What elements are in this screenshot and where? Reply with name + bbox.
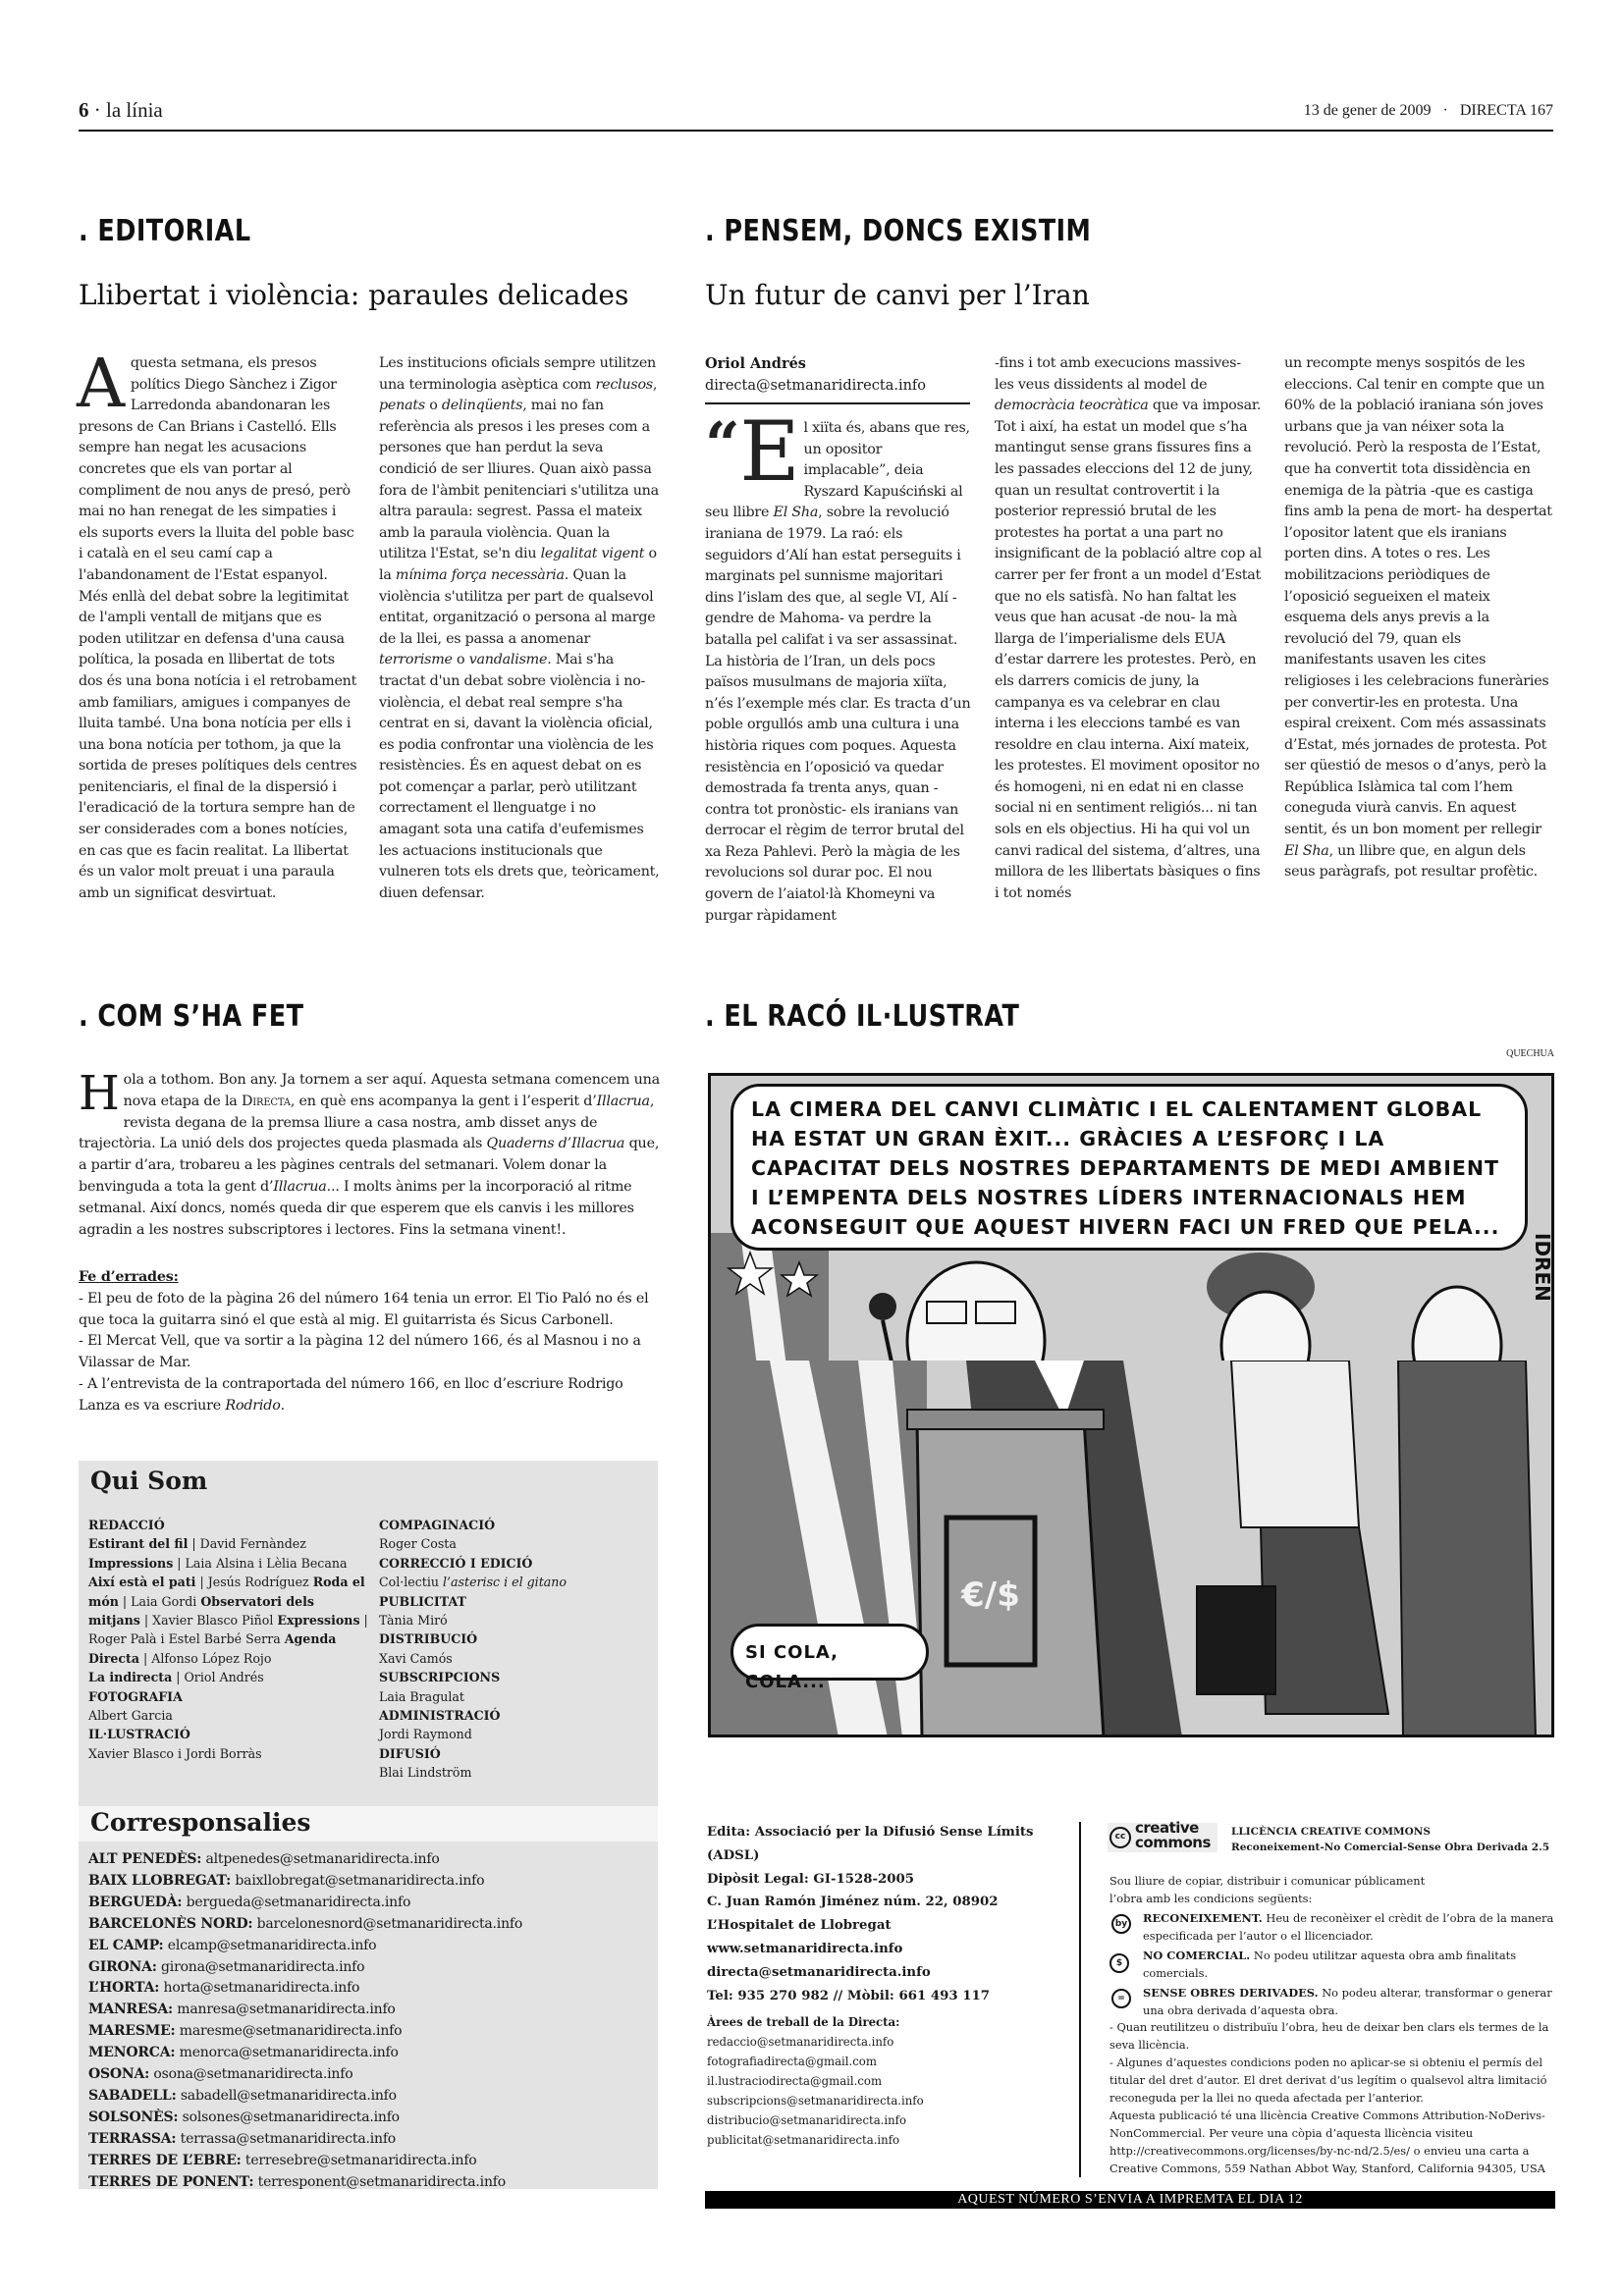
person: | Roger Palà i Estel Barbé Serra xyxy=(88,1613,368,1647)
email-link[interactable]: osona@setmanaridirecta.info xyxy=(153,2066,353,2083)
contact-email[interactable]: directa@setmanaridirecta.info xyxy=(707,1964,931,1980)
corresponsal-item xyxy=(88,2064,658,2086)
role: ADMINISTRACIÓ xyxy=(379,1708,501,1724)
role: REDACCIÓ xyxy=(88,1518,165,1532)
role: COMPAGINACIÓ xyxy=(379,1518,496,1532)
quisom-entry xyxy=(379,1668,654,1686)
editorial-headline: Llibertat i violència: paraules delicades xyxy=(79,279,629,311)
condition-text: No podeu alterar, transformar o generar una obra derivada d’aquesta obra. xyxy=(1143,1985,1552,2017)
quisom-entry xyxy=(379,1534,654,1553)
role: CORRECCIÓ I EDICIÓ xyxy=(379,1555,533,1571)
person: Albert Garcia xyxy=(88,1708,173,1724)
editorial-column-1 xyxy=(77,346,359,904)
work-areas xyxy=(707,2012,1080,2150)
corresponsal-item xyxy=(88,2172,658,2194)
person: Tània Miró xyxy=(379,1613,448,1629)
text: ... I molts ànims per la incorporació al ritme setmanal. Així doncs, només queda dir que esperem que els canvis i les millores agradin a les nostres subscriptores i lectores. Fins la setmana vinent!. xyxy=(79,1178,634,1238)
license-condition xyxy=(1109,1948,1571,1983)
quisom-entry xyxy=(379,1744,654,1763)
quisom-entry xyxy=(379,1516,654,1534)
person: | Laia Alsina i Lèlia Becana xyxy=(173,1555,348,1571)
pensem-column-2 xyxy=(995,353,1264,904)
quisom-entry xyxy=(88,1516,368,1534)
errata-item: - El peu de foto de la pàgina 26 del número 164 tenia un error. El Tio Paló no és el que toca la guitarra sinó el que està al mig. El guitarrista és Sicus Carbonell. xyxy=(79,1290,649,1328)
email-link[interactable]: barcelonesnord@setmanaridirecta.info xyxy=(256,1915,523,1932)
comshafet-section-title: . COM S’HA FET xyxy=(79,999,304,1034)
quisom-entry xyxy=(88,1706,368,1725)
editorial-text-1: questa setmana, els presos polítics Diego Sànchez i Zigor Larredonda abandonaran les presons de Can Brians i Castelló. Ells sempre han negat les acusacions concretes que els van portar al compliment de nou anys de presó, però mai no han renegat de les simpaties i els suports evers la lluita del poble basc i català en el seu camí cap a l'abandonament de l'Estat espanyol. Més enllà del debat sobre la legitimitat de l'ampli ventall de mitjans que es poden utilitzar en defensa d'una causa política, la posada en llibertat de tots dos és una bona notícia i el retrobament amb familiars, amigues i companyes de lluita també. Una bona notícia per ells i una bona notícia per tothom, ja que la sortida de preses polítiques dels centres penitenciaris, el final de la dispersió i l'eradicació de la tortura sempre han de ser considerades com a bones notícies, en cas que es facin realitat. La llibertat és un valor molt preuat i una paraula amb un significat desvirtuat. xyxy=(79,355,357,901)
quisom-entry xyxy=(379,1592,654,1611)
noderivatives-icon: = xyxy=(1111,1989,1131,2008)
issue-info xyxy=(1304,102,1553,120)
email-link[interactable]: horta@setmanaridirecta.info xyxy=(163,1980,360,1997)
corresponsal-item xyxy=(88,1871,658,1893)
role: DISTRIBUCIÓ xyxy=(379,1631,478,1647)
email-link[interactable]: altpenedes@setmanaridirecta.info xyxy=(205,1851,440,1867)
region: L’HORTA: xyxy=(88,1980,160,1997)
cc-icon: cc xyxy=(1109,1827,1131,1848)
person: | Jesús Rodríguez xyxy=(195,1575,313,1590)
person: Blai Lindström xyxy=(379,1765,472,1781)
text: , revista degana de la premsa lliure a casa nostra, amb disset anys de trajectòria. La unió dels dos projectes queda plasmada als xyxy=(79,1093,655,1152)
corresponsal-item xyxy=(88,2086,658,2108)
artist-signature: IDREN xyxy=(1531,1233,1554,1302)
person: Laia Bragulat xyxy=(379,1688,464,1704)
role: Roda el món xyxy=(88,1575,365,1609)
text: . xyxy=(280,1397,286,1414)
cc-logo-text xyxy=(1135,1821,1211,1850)
quisom-entry xyxy=(88,1668,368,1686)
legal-deposit: Dipòsit Legal: GI-1528-2005 xyxy=(707,1871,914,1887)
role: Estirant del fil xyxy=(88,1536,189,1552)
address-line-2: L’Hospitalet de Llobregat xyxy=(707,1918,892,1934)
raco-section-title: . EL RACÓ IL·LUSTRAT xyxy=(705,999,1020,1034)
misspelled-name: Rodrido xyxy=(225,1397,281,1414)
license-intro: Sou lliure de copiar, distribuir i comunicar públicament l’obra amb les condicions següents: xyxy=(1109,1874,1426,1905)
quisom-entry xyxy=(379,1629,654,1648)
pensem-dropcap xyxy=(705,403,800,500)
italic-term: legalitat vigent xyxy=(540,546,645,562)
condition-name: RECONEIXEMENT. xyxy=(1143,1911,1263,1925)
license-title-block xyxy=(1231,1824,1565,1855)
cartoon-panel-lower xyxy=(708,1361,1554,1737)
email-link[interactable]: manresa@setmanaridirecta.info xyxy=(177,2002,396,2018)
license-note: Aquesta publicació té una llicència Creative Commons Attribution-NoDerivs- NonCommercial. Per veure una còpia d’aquesta llicència visiteu http://creativecommons.org/licenses/by-nc-nd/2.5/es/ o envieu una carta a Creative Commons, 559 Nathan Abbot Way, Stanford, California 94305, USA xyxy=(1109,2108,1545,2175)
email-link[interactable]: terrassa@setmanaridirecta.info xyxy=(180,2130,397,2147)
text: . Mai s'ha tractat d'un debat sobre violència i no-violència, el debat real sempre s'ha centrat en si, davant la violència oficial, es podia confrontar una violència de les resistències. És en aquest debat on es pot començar a parlar, però utilitzant correctament el llenguatge i no amagant sota una catifa d'eufemismes les actuacions institucionals que vulneren tots els drets que, teòricament, diuen defensar. xyxy=(379,652,660,901)
license-note: - Algunes d’aquestes condicions poden no aplicar-se si obteniu el permís del titular del dret d’autor. El dret derivat d’us legítim o qualsevol altra limitació reconeguda per la llei no queda afectada per l’anterior. xyxy=(1109,2056,1547,2106)
text: o xyxy=(424,398,442,414)
condition-name: NO COMERCIAL. xyxy=(1143,1948,1251,1962)
license-condition xyxy=(1109,1985,1571,2020)
editorial-section-title: . EDITORIAL xyxy=(79,214,251,248)
role: PUBLICITAT xyxy=(379,1593,466,1609)
pensem-headline: Un futur de canvi per l’Iran xyxy=(705,279,1090,311)
address-line-1: C. Juan Ramón Jiménez núm. 22, 08902 xyxy=(707,1895,999,1910)
editorial-dropcap: A xyxy=(77,346,125,423)
text: - A l’entrevista de la contraportada del número 166, en lloc d’escriure Rodrigo Lanza es va escriure xyxy=(79,1375,623,1414)
role: SUBSCRIPCIONS xyxy=(379,1670,501,1685)
italic-term: delinqüents xyxy=(441,398,523,414)
email-link[interactable]: baixllobregat@setmanaridirecta.info xyxy=(235,1872,485,1889)
errata-block xyxy=(79,1267,660,1417)
text: o xyxy=(452,652,469,668)
region: MARESME: xyxy=(88,2023,176,2040)
corresponsal-item xyxy=(88,2108,658,2129)
comshafet-dropcap: H xyxy=(79,1066,120,1121)
license-title: LLICÈNCIA CREATIVE COMMONS xyxy=(1231,1826,1431,1838)
corresponsal-item xyxy=(88,1957,658,1979)
quisom-entry xyxy=(379,1554,654,1573)
email-link[interactable]: menorca@setmanaridirecta.info xyxy=(179,2045,399,2061)
text: . Quan la violència s'utilitza per part de qualsevol entitat, organització o persona al marge de la llei, es passa a anomenar xyxy=(379,566,656,647)
corresponsal-item xyxy=(88,1936,658,1957)
author-name: Oriol Andrés xyxy=(705,355,806,372)
errata-item: - El Mercat Vell, que va sortir a la pàgina 12 del número 166, és al Masnou i no a Vilassar de Mar. xyxy=(79,1333,641,1371)
section-name: la línia xyxy=(106,98,163,122)
person: Col·lectiu xyxy=(379,1575,443,1590)
quisom-entry xyxy=(88,1744,368,1763)
area-email[interactable]: redaccio@setmanaridirecta.info xyxy=(707,2035,894,2049)
cc-logo-top: creative xyxy=(1135,1819,1199,1837)
italic-term: penats xyxy=(379,398,425,414)
cc-logo-bottom: commons xyxy=(1135,1834,1211,1851)
region: GIRONA: xyxy=(88,1958,157,1975)
pensem-column-3 xyxy=(1284,353,1553,883)
publication-name: Directa xyxy=(241,1093,291,1109)
quisom-box xyxy=(79,1461,658,1806)
area-email[interactable]: il.lustraciodirecta@gmail.com xyxy=(707,2074,883,2088)
person: Roger Costa xyxy=(379,1536,457,1552)
condition-name: SENSE OBRES DERIVADES. xyxy=(1143,1985,1319,2000)
italic-term: terrorisme xyxy=(379,652,453,668)
area-email[interactable]: fotografiadirecta@gmail.com xyxy=(707,2055,877,2068)
email-link[interactable]: sabadell@setmanaridirecta.info xyxy=(180,2087,397,2104)
phone-line: Tel: 935 270 982 // Mòbil: 661 493 117 xyxy=(707,1988,990,2003)
publisher-line: Edita: Associació per la Difusió Sense Límits (ADSL) xyxy=(707,1825,1034,1863)
publication-name: Quaderns d’Illacrua xyxy=(486,1136,625,1152)
license-subtitle: Reconeixement-No Comercial-Sense Obra Derivada 2.5 xyxy=(1231,1842,1550,1853)
corresponsal-item xyxy=(88,1893,658,1914)
quisom-entry xyxy=(379,1573,654,1591)
text: , mai no fan referència als presos i les preses com a persones que han perdut la seva condició de ser lliures. Quan això passa fora de l'àmbit penitenciari s'utilitza una altra paraula: segrest. Passa el mateix amb la paraula violència. Quan la utilitza l'Estat, se'n diu xyxy=(379,398,659,562)
quisom-right-column xyxy=(379,1516,654,1783)
email-link[interactable]: terresponent@setmanaridirecta.info xyxy=(257,2173,506,2190)
region: MANRESA: xyxy=(88,2002,174,2018)
license-condition xyxy=(1109,1910,1571,1946)
license-conditions xyxy=(1109,1910,1571,2178)
italic-term: mínima força necessària xyxy=(395,566,565,583)
comshafet-text xyxy=(79,1066,660,1241)
role: Observatori dels mitjans xyxy=(88,1593,315,1629)
corresponsal-item xyxy=(88,1914,658,1936)
role: Agenda Directa xyxy=(88,1631,337,1666)
corresponsal-item xyxy=(88,2043,658,2064)
corresponsal-item xyxy=(88,2000,658,2021)
corresponsalies-header xyxy=(79,1806,658,1842)
email-link[interactable]: maresme@setmanaridirecta.info xyxy=(179,2023,403,2040)
text: , un llibre que, en algun dels seus paràgrafs, pot resultar profètic. xyxy=(1284,842,1538,881)
work-areas-title: Àrees de treball de la Directa: xyxy=(707,2015,900,2029)
person: Jordi Raymond xyxy=(379,1727,472,1742)
email-link[interactable]: terresebre@setmanaridirecta.info xyxy=(244,2152,477,2168)
publication-name: Illacrua xyxy=(273,1178,327,1195)
text: l xiïta és, abans que res, un opositor implacable”, deia Ryszard Kapuściński al seu llibre xyxy=(705,420,970,521)
corresponsal-item xyxy=(88,2151,658,2172)
quisom-entry xyxy=(379,1649,654,1668)
quisom-entry xyxy=(379,1611,654,1629)
region: EL CAMP: xyxy=(88,1937,164,1953)
dropcap-letter: E xyxy=(739,403,800,500)
folio-separator: · xyxy=(93,98,101,122)
attribution-icon: by xyxy=(1111,1914,1131,1934)
publication-name: Illacrua xyxy=(596,1093,650,1109)
pensem-text-1 xyxy=(705,403,972,927)
text: un recompte menys sospitós de les eleccions. Cal tenir en compte que un 60% de la població iraniana són joves urbans que ja van néixer sota la revolució. Però la resposta de l’Estat, que ha convertit tota dissidència en enemiga de la pàtria -que es castiga fins amb la pena de mort- ha despertat l’opositor latent que els iranians porten dins. A totes o res. Les mobilitzacions periòdiques de l’oposició segueixen el mateix esquema dels anys previs a la revolució del 79, quan els manifestants usaven les cites religioses i les celebracions funeràries per convertir-les en protesta. Una espiral creixent. Com més assassinats d’Estat, més jornades de protesta. Pot ser qüestió de mesos o d’anys, però la República Islàmica tal com l’hem coneguda viurà canvis. En aquest sentit, és un bon moment per rellegir xyxy=(1284,355,1552,838)
text: , sobre la revolució iraniana de 1979. La raó: els seguidors d’Alí han estat perseguits i marginats pel sunnisme majoritari dins l’islam des que, al segle VI, Alí -gendre de Mahoma- va perdre la batalla pel califat i va ser assassinat. La història de l’Iran, un dels pocs països musulmans de majoria xiïta, n’és l’exemple més clar. Es tracta d’un poble orgullós amb una cultura i una història riques com poques. Aquesta resistència en l’oposició va quedar demostrada fa trenta anys, quan -contra tot pronòstic- els iranians van derrocar el règim de terror brutal del xa Reza Pahlevi. Però la màgia de les revolucions sol durar poc. El nou govern de l’aiatol·là Khomeyni va purgar ràpidament xyxy=(705,505,971,924)
book-title: El Sha xyxy=(773,505,819,521)
text: que va imposar. Tot i així, ha estat un model que s’ha mantingut sense grans fissures fins a les passades eleccions del 12 de juny, quan un resultat controvertit i la posterior repressió brutal de les protestes ha portat a una part no insignificant de la població altre cop al carrer per fer front a un model d’Estat que no els satisfà. No han faltat les veus que han acusat -de nou- la mà llarga de l’imperialisme dels EUA d’estar darrere les protestes. Però, en els darrers comicis de juny, la campanya es va celebrar en clau interna i les eleccions també es van resoldre en clau interna. Així mateix, les protestes. El moviment opositor no és homogeni, ni en edat ni en classe social ni en sentiment religiós... ni tan sols en els objectius. Hi ha qui vol un canvi radical del sistema, d’altres, una millora de les llibertats bàsiques o fins i tot només xyxy=(995,398,1262,901)
text: , en què ens acompanya la gent i l’esperit d’ xyxy=(290,1093,597,1109)
role: IL·LUSTRACIÓ xyxy=(88,1727,190,1742)
column-divider xyxy=(1079,1822,1081,2177)
page-number: 6 xyxy=(79,98,89,122)
license-note: - Quan reutilitzeu o distribuïu l’obra, heu de deixar ben clars els termes de la seva llicència. xyxy=(1109,2020,1549,2053)
page-header xyxy=(79,96,1553,132)
person: | Alfonso López Rojo xyxy=(139,1650,272,1666)
text: que, a partir d’ara, trobareu a les pàgines centrals del setmanari. Volem donar la benvinguda a tota la gent d’ xyxy=(79,1136,660,1195)
print-date-bar: AQUEST NÚMERO S’ENVIA A IMPREMTA EL DIA 12 xyxy=(705,2191,1555,2209)
region: ALT PENEDÈS: xyxy=(88,1851,202,1867)
errata-item xyxy=(79,1374,660,1417)
email-link[interactable]: girona@setmanaridirecta.info xyxy=(161,1958,365,1975)
author-byline xyxy=(705,353,970,404)
quisom-left-column xyxy=(88,1516,368,1763)
region: SABADELL: xyxy=(88,2087,177,2104)
role: FOTOGRAFIA xyxy=(88,1688,183,1704)
quisom-title: Qui Som xyxy=(90,1467,208,1495)
quisom-entry xyxy=(379,1706,654,1725)
email-link[interactable]: elcamp@setmanaridirecta.info xyxy=(167,1937,377,1953)
quisom-entry xyxy=(88,1725,368,1743)
podium-sign: €/$ xyxy=(961,1575,1020,1615)
issue-date: 13 de gener de 2009 xyxy=(1303,102,1432,119)
person: | Xavier Blasco Piñol xyxy=(139,1613,278,1629)
italic-term: democràcia teocràtica xyxy=(995,398,1149,414)
page-folio xyxy=(79,98,163,123)
region: TERRASSA: xyxy=(88,2130,177,2147)
cartoon-illustration-lower xyxy=(711,1361,1554,1737)
person: Xavi Camós xyxy=(379,1650,453,1666)
role: La indirecta xyxy=(88,1670,173,1685)
role: DIFUSIÓ xyxy=(379,1745,441,1761)
quisom-entry xyxy=(379,1763,654,1782)
collective-name: l’asterisc i el gitano xyxy=(443,1575,567,1590)
quisom-entry xyxy=(379,1725,654,1743)
text: , xyxy=(652,376,658,393)
book-title: El Sha xyxy=(1284,842,1329,859)
role: Impressions xyxy=(88,1555,174,1571)
area-email[interactable]: subscripcions@setmanaridirecta.info xyxy=(707,2094,924,2108)
corresponsalies-title: Corresponsalies xyxy=(90,1808,311,1837)
corresponsal-item xyxy=(88,2021,658,2043)
website-link[interactable]: www.setmanaridirecta.info xyxy=(707,1941,903,1956)
italic-term: reclusos xyxy=(595,376,653,393)
author-email[interactable]: directa@setmanaridirecta.info xyxy=(705,378,927,394)
quote-mark: “ xyxy=(705,408,740,480)
condition-text: No podeu utilitzar aquesta obra amb finalitats comercials. xyxy=(1143,1948,1517,1980)
region: BAIX LLOBREGAT: xyxy=(88,1872,232,1889)
role: Així està el pati xyxy=(88,1575,196,1590)
region: SOLSONÈS: xyxy=(88,2109,179,2125)
email-link[interactable]: bergueda@setmanaridirecta.info xyxy=(186,1894,411,1910)
region: OSONA: xyxy=(88,2066,150,2083)
italic-term: vandalisme xyxy=(468,652,548,668)
quisom-entry xyxy=(379,1687,654,1706)
speech-bubble-main: LA CIMERA DEL CANVI CLIMÀTIC I EL CALENTAMENT GLOBAL HA ESTAT UN GRAN ÈXIT... GRÀCIES A L’ESFORÇ I LA CAPACITAT DELS NOSTRES DEPARTAMENTS DE MEDI AMBIENT I L’EMPENTA DELS NOSTRES LÍDERS INTERNACIONALS HEM ACONSEGUIT QUE AQUEST HIVERN FACI UN FRED QUE PELA... xyxy=(730,1084,1528,1251)
region: TERRES DE PONENT: xyxy=(88,2173,254,2190)
cartoon-panel xyxy=(708,1073,1554,1363)
region: BERGUEDÀ: xyxy=(88,1894,183,1910)
text: ola a tothom. Bon any. Ja tornem a ser aquí. Aquesta setmana comencem una nova etapa de la xyxy=(123,1072,660,1109)
role: Expressions xyxy=(277,1613,360,1629)
email-link[interactable]: solsones@setmanaridirecta.info xyxy=(182,2109,400,2125)
pensem-section-title: . PENSEM, DONCS EXISTIM xyxy=(705,214,1092,248)
errata-title: Fe d’errades: xyxy=(79,1269,179,1285)
condition-text: Heu de reconèixer el crèdit de l’obra de la manera especificada per l’autor o el llicenciador. xyxy=(1143,1911,1554,1943)
corresponsal-item xyxy=(88,2129,658,2151)
quisom-entry xyxy=(88,1687,368,1706)
person: | Oriol Andrés xyxy=(172,1670,264,1685)
pensem-column-1 xyxy=(705,353,970,927)
text: o la xyxy=(379,546,657,583)
area-email[interactable]: distribucio@setmanaridirecta.info xyxy=(707,2113,907,2127)
issue-dot: · xyxy=(1442,102,1448,119)
speech-bubble-small: SI COLA, COLA... xyxy=(730,1624,929,1681)
corresponsal-item xyxy=(88,1978,658,2000)
person: | Laia Gordi xyxy=(118,1593,201,1609)
text: Les institucions oficials sempre utilitzen una terminologia asèptica com xyxy=(379,355,656,393)
cartoon-credit: QUECHUA xyxy=(1506,1048,1554,1059)
person: Xavier Blasco i Jordi Borràs xyxy=(88,1745,262,1761)
noncommercial-icon: $ xyxy=(1109,1953,1129,1973)
cc-logo xyxy=(1108,1819,1217,1852)
corresponsalies-list xyxy=(79,1842,658,2189)
region: TERRES DE L’EBRE: xyxy=(88,2152,242,2168)
editorial-column-2 xyxy=(379,353,660,904)
area-email[interactable]: publicitat@setmanaridirecta.info xyxy=(707,2133,900,2147)
region: MENORCA: xyxy=(88,2045,176,2061)
colophon xyxy=(707,1821,1080,2007)
issue-number: DIRECTA 167 xyxy=(1459,102,1553,119)
quisom-entry xyxy=(88,1534,368,1668)
corresponsal-item xyxy=(88,1849,658,1871)
region: BARCELONÈS NORD: xyxy=(88,1915,253,1932)
person: | David Fernàndez xyxy=(188,1536,306,1552)
text: -fins i tot amb execucions massives- les veus dissidents al model de xyxy=(995,355,1241,393)
